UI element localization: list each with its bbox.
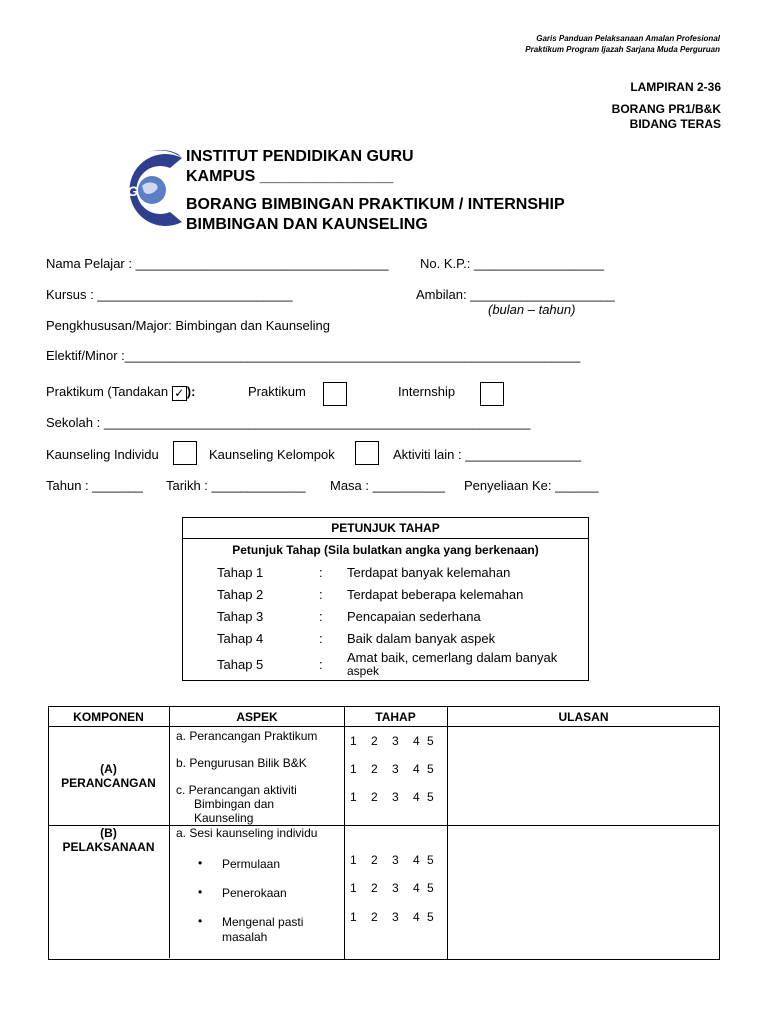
tahap-scale[interactable]: 1 2 3 4 5 (350, 734, 434, 748)
aspek-item: a. Sesi kaunseling individu (176, 826, 318, 840)
tahap-header: TAHAP (375, 710, 416, 724)
section-a-label: (A) PERANCANGAN (61, 762, 156, 790)
aspek-header: ASPEK (236, 710, 278, 724)
guide-line-1: Garis Panduan Pelaksanaan Amalan Profesional (536, 34, 720, 43)
tahap-desc: Baik dalam banyak aspek (347, 631, 496, 646)
ulasan-column[interactable] (447, 706, 720, 960)
aspek-item: c. Perancangan aktiviti Bimbingan dan Kaunseling (176, 783, 297, 825)
checkmark-box-icon: ✓ (172, 386, 187, 401)
tahap-scale[interactable]: 1 2 3 4 5 (350, 853, 434, 867)
petunjuk-subtitle: Petunjuk Tahap (Sila bulatkan angka yang berkenaan) (232, 543, 539, 557)
tahap-level: Tahap 5 (217, 657, 264, 672)
bulan-tahun-hint: (bulan – tahun) (488, 302, 576, 317)
guide-line-2: Praktikum Program Ijazah Sarjana Muda Perguruan (525, 45, 720, 54)
aspek-subitem: Penerokaan (222, 886, 287, 900)
praktikum-option-label: Praktikum (248, 384, 306, 399)
tahap-level: Tahap 4 (217, 631, 264, 646)
internship-checkbox[interactable] (480, 382, 504, 406)
aktiviti-lain-field[interactable]: Aktiviti lain : ________________ (393, 447, 581, 462)
tarikh-field[interactable]: Tarikh : _____________ (166, 478, 306, 493)
praktikum-tandakan-label: Praktikum (Tandakan ✓ ): (46, 384, 196, 400)
tahun-field[interactable]: Tahun : _______ (46, 478, 143, 493)
masa-field[interactable]: Masa : __________ (330, 478, 445, 493)
kaunseling-kelompok-label: Kaunseling Kelompok (209, 447, 335, 462)
tahap-sep: : (319, 565, 323, 580)
penyeliaan-field[interactable]: Penyeliaan Ke: ______ (464, 478, 599, 493)
borang-code: BORANG PR1/B&K (611, 102, 721, 116)
tahap-scale[interactable]: 1 2 3 4 5 (350, 762, 434, 776)
col-divider (169, 706, 170, 958)
lampiran-label: LAMPIRAN 2-36 (630, 80, 721, 94)
bullet-icon: • (198, 914, 203, 928)
tahap-level: Tahap 1 (217, 565, 264, 580)
kursus-field[interactable]: Kursus : ___________________________ (46, 287, 293, 302)
kaunseling-individu-checkbox[interactable] (173, 441, 197, 465)
aspek-subitem: Mengenal pasti masalah (222, 915, 304, 944)
pengkhususan-field: Pengkhususan/Major: Bimbingan dan Kaunseling (46, 318, 331, 333)
aspek-subitem: Permulaan (222, 857, 281, 871)
logo-text: IPG (114, 183, 139, 199)
tahap-desc: Pencapaian sederhana (347, 609, 481, 624)
header-divider (48, 726, 720, 727)
tahap-level: Tahap 2 (217, 587, 264, 602)
kaunseling-individu-label: Kaunseling Individu (46, 447, 159, 462)
section-b-label: (B) PELAKSANAAN (62, 826, 155, 854)
tahap-scale[interactable]: 1 2 3 4 5 (350, 910, 434, 924)
kaunseling-kelompok-checkbox[interactable] (355, 441, 379, 465)
kampus-line: KAMPUS _______________ (186, 168, 394, 185)
sekolah-field[interactable]: Sekolah : ___________________________________________________________ (46, 415, 531, 430)
ulasan-header: ULASAN (558, 710, 609, 724)
nama-pelajar-field[interactable]: Nama Pelajar : ___________________________________ (46, 256, 389, 271)
tahap-desc-cont: aspek (347, 664, 380, 678)
bidang-label: BIDANG TERAS (629, 117, 721, 131)
internship-option-label: Internship (398, 384, 456, 399)
tahap-sep: : (319, 587, 323, 602)
komponen-header: KOMPONEN (73, 710, 144, 724)
praktikum-checkbox[interactable] (323, 382, 347, 406)
ambilan-field[interactable]: Ambilan: ____________________ (416, 287, 615, 302)
tahap-desc: Amat baik, cemerlang dalam banyak (347, 650, 558, 665)
aspek-item: a. Perancangan Praktikum (176, 729, 318, 743)
no-kp-field[interactable]: No. K.P.: __________________ (420, 256, 605, 271)
tahap-scale[interactable]: 1 2 3 4 5 (350, 881, 434, 895)
tahap-desc: Terdapat beberapa kelemahan (347, 587, 524, 602)
form-name-2: BIMBINGAN DAN KAUNSELING (186, 216, 428, 233)
tahap-sep: : (319, 609, 323, 624)
form-name-1: BORANG BIMBINGAN PRAKTIKUM / INTERNSHIP (186, 196, 565, 213)
elektif-field[interactable]: Elektif/Minor :_______________________________________________________________ (46, 348, 581, 363)
tahap-desc: Terdapat banyak kelemahan (347, 565, 511, 580)
aspek-item: b. Pengurusan Bilik B&K (176, 756, 307, 770)
tahap-sep: : (319, 631, 323, 646)
ipg-logo-icon (108, 150, 186, 230)
petunjuk-tahap-box (182, 517, 589, 681)
petunjuk-header: PETUNJUK TAHAP (183, 518, 588, 539)
tahap-level: Tahap 3 (217, 609, 264, 624)
bullet-icon: • (198, 856, 203, 870)
tahap-sep: : (319, 657, 323, 672)
tahap-scale[interactable]: 1 2 3 4 5 (350, 790, 434, 804)
institute-name: INSTITUT PENDIDIKAN GURU (186, 148, 414, 165)
bullet-icon: • (198, 885, 203, 899)
